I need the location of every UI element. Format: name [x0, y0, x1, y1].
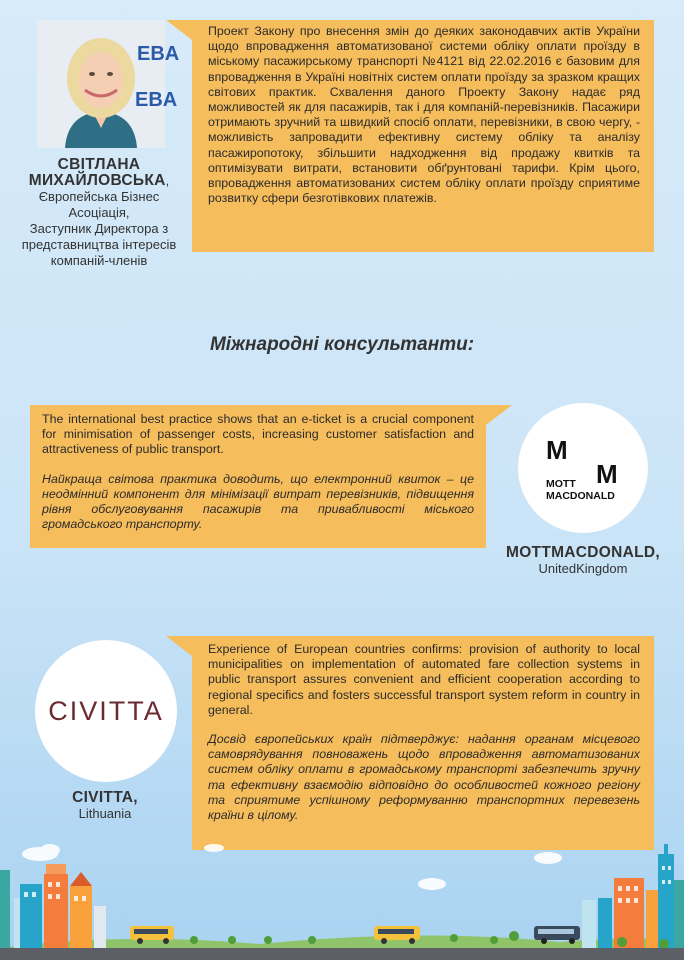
mott-quote-box [30, 405, 486, 548]
backdrop-logo: EBA [137, 43, 180, 65]
mott-country: UnitedKingdom [538, 561, 628, 576]
mott-caption [498, 545, 668, 577]
quote-pointer [486, 405, 512, 425]
logo-line1: MOTT [546, 478, 576, 490]
mott-macdonald-logo [518, 403, 648, 533]
speaker-avatar [37, 20, 180, 148]
clouds [22, 844, 562, 890]
civitta-quote-en: Experience of European countries confirms: provision of authority to local municipalities on implementation of automated fare collection systems in public transport assures convenient and efficient cooperation according to regional specifics and fosters successful transport system reform in country in general. [208, 642, 640, 717]
logo-letter-m2: M [596, 459, 618, 489]
backdrop-logo-2: EBA [135, 89, 178, 111]
civitta-caption [40, 790, 170, 822]
speaker-quote-box [192, 20, 654, 252]
speaker-caption [14, 157, 184, 269]
logo-line2: MACDONALD [546, 490, 615, 502]
civitta-name: CIVITTA, [72, 789, 138, 806]
civitta-quote-box [192, 636, 654, 850]
civitta-logo-text: CIVITTA [48, 696, 164, 726]
logo-letter-m1: M [546, 435, 568, 465]
speaker-line4: представництва інтересів [21, 237, 177, 252]
civitta-country: Lithuania [78, 806, 132, 821]
civitta-quote-ua: Досвід європейських країн підтверджує: надання органам місцевого самоврядування повноважень щодо впровадження автоматизованих систем обліку оплати в громадському транспорті забезпечить зручну та ефективну взаємодію відповідно до особливостей кожного регіону та сприятиме успішному реформуванню транспортних перевезень країни в цілому. [208, 732, 640, 823]
buildings-right [582, 844, 684, 950]
speaker-quote: Проект Закону про внесення змін до деяких законодавчих актів України щодо впровадження автоматизованої системи обліку оплати проїзду в міському пасажирському транспорті №4121 від 22.02.2016 є базовим для впровадження в Україні новітніх систем оплати проїзду за зразком кращих світових практик. Схвалення даного Проекту Закону надає ряд можливостей як для пасажирів, так і для компаній-перевізників. Пасажири отримають зручний та швидкий спосіб оплати, перевізники, в свою чергу, - можливість запровадити ефективну систему обліку та аналізу пасажиропотоку, збільшити надходження від продажу квитків та оптимізувати витрати, встановити обґрунтовані тарифи. Крім цього, впровадження автоматизованих систем обліку оплати проїзду сприятиме розвитку сфери безготівкових платежів. [208, 24, 640, 206]
speaker-line2: Асоціація, [68, 205, 130, 220]
portrait-illustration [37, 20, 180, 148]
speaker-line3: Заступник Директора з [29, 221, 169, 236]
mott-quote-en: The international best practice shows that an e-ticket is a crucial component for minimisation of passenger costs, increasing customer satisfaction and attractiveness of public transport. [42, 412, 474, 457]
civitta-logo [35, 640, 177, 782]
city-skyline-illustration [0, 840, 684, 960]
road [0, 948, 684, 960]
mott-name: MOTTMACDONALD, [505, 544, 660, 561]
speaker-name: СВІТЛАНА МИХАЙЛОВСЬКА [28, 156, 166, 189]
mott-quote-ua: Найкраща світова практика доводить, що електронний квиток – це неодмінний компонент для мінімізації витрат перевізників, підвищення рівня обслуговування пасажирів та привабливості міського громадського транспорту. [42, 471, 474, 532]
speaker-comma: , [165, 173, 170, 188]
speaker-line5: компаній-членів [50, 253, 148, 268]
quote-pointer [166, 20, 192, 40]
buildings-left [0, 864, 106, 950]
speaker-line1: Європейська Бізнес [38, 189, 160, 204]
quote-pointer [166, 636, 192, 656]
section-title: Міжнародні консультанти: [209, 334, 475, 355]
